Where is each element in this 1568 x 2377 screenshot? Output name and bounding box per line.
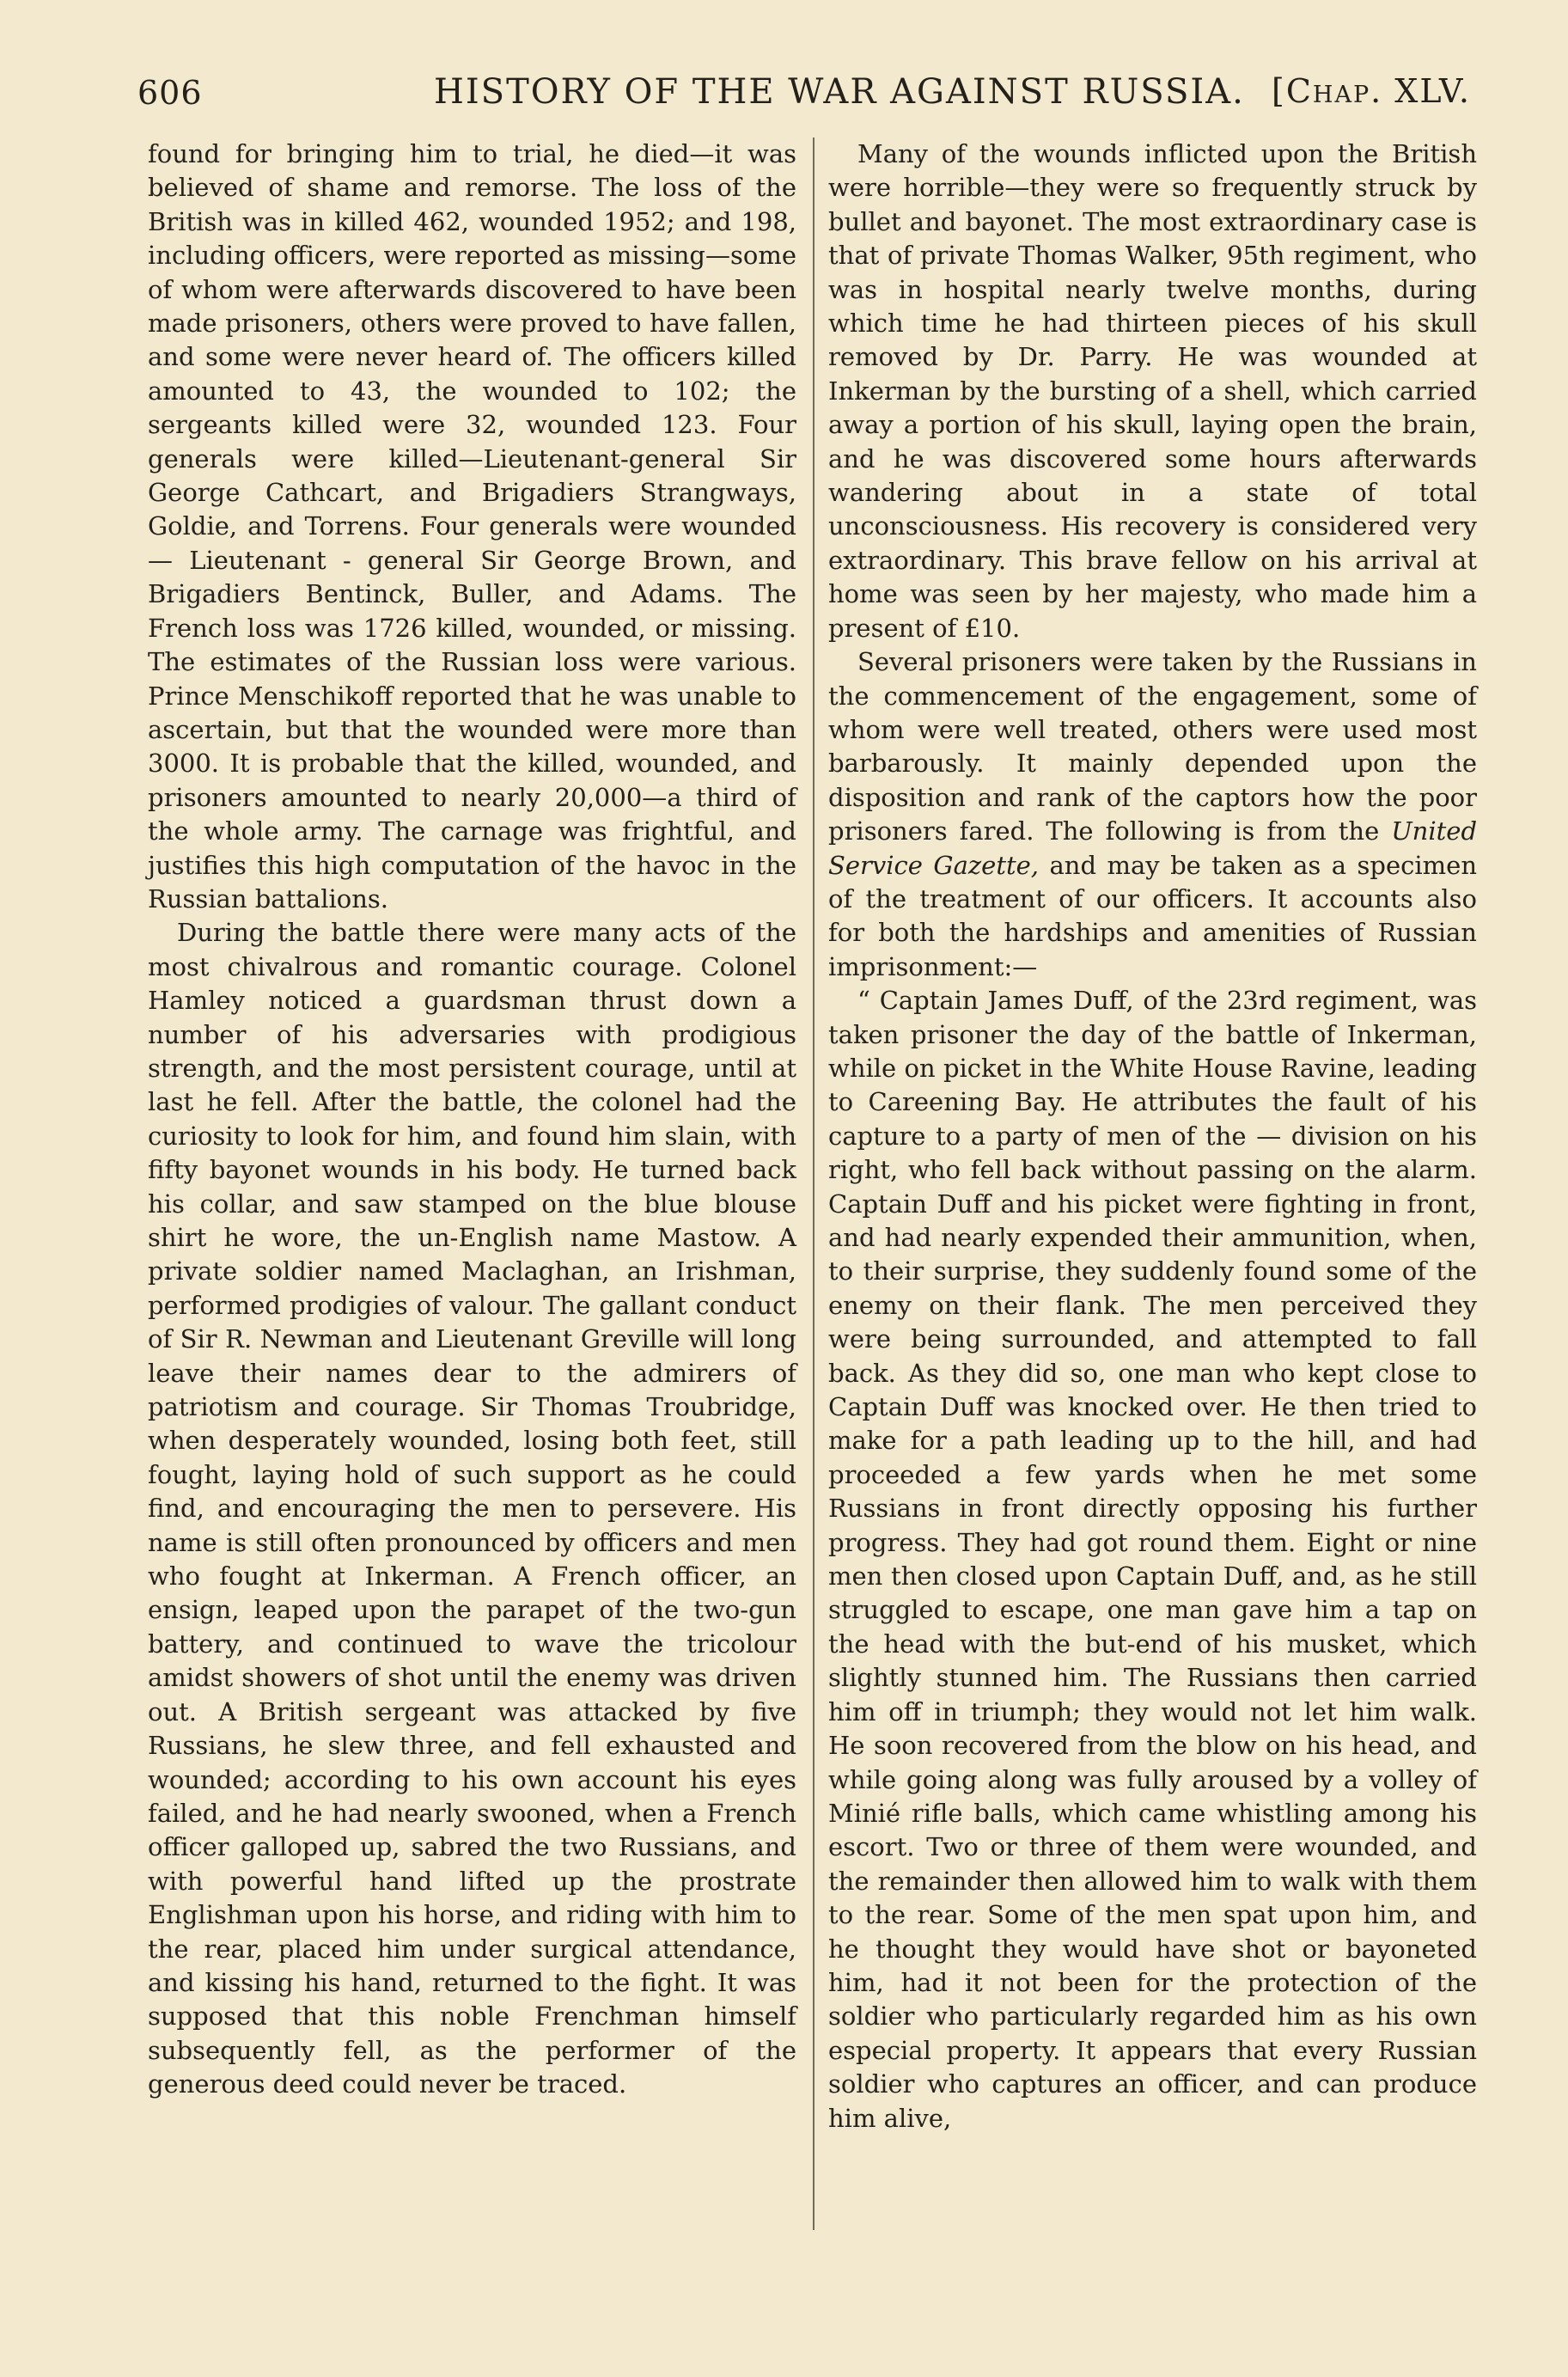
running-title: HISTORY OF THE WAR AGAINST RUSSIA. (434, 72, 1245, 112)
right-paragraph-1: Many of the wounds inflicted upon the British were horrible—they were so frequently struck by bullet and bayonet. The most extraordinary case is that of private Thomas Walker, 95th regiment, who was in hospital nearly twelve months, during which time he had thirteen pieces of his skull removed by Dr. Parry. He was wounded at Inkerman by the bursting of a shell, which carried away a portion of his skull, laying open the brain, and he was discovered some hours afterwards wandering about in a state of total unconsciousness. His recovery is considered very extraordinary. This brave fellow on his arrival at home was seen by her majesty, who made him a present of £10. (828, 139, 1477, 643)
page-header (129, 67, 1504, 127)
right-paragraph-3: “ Captain James Duff, of the 23rd regiment, was taken prisoner the day of the battle of Inkerman, while on picket in the White House Ravine, leading to Careening Bay. He attributes the fault of his capture to a party of men of the — division on his right, who fell back without passing on the alarm. Captain Duff and his picket were fighting in front, and had nearly expended their ammunition, when, to their surprise, they suddenly found some of the enemy on their flank. The men perceived they were being surrounded, and attempted to fall back. As they did so, one man who kept close to Captain Duff was knocked over. He then tried to make for a path leading up to the hill, and had proceeded a few yards when he met some Russians in front directly opposing his further progress. They had got round them. Eight or nine men then closed upon Captain Duff, and, as he still struggled to escape, one man gave him a tap on the head with the but-end of his musket, which slightly stunned him. The Russians then carried him off in triumph; they would not let him walk. He soon recovered from the blow on his head, and while going along was fully aroused by a volley of Minié rifle balls, which came whistling among his escort. Two or three of them were wounded, and the remainder then allowed him to walk with them to the rear. Some of the men spat upon him, and he thought they would have shot or bayoneted him, had it not been for the protection of the soldier who particularly regarded him as his own especial property. It appears that every Russian soldier who captures an officer, and can produce him alive, (828, 986, 1477, 2133)
column-divider (813, 137, 815, 2230)
right-column (828, 137, 1477, 2136)
page-number: 606 (137, 74, 203, 112)
left-column (148, 137, 796, 2102)
publication-title: United Service Gazette, (828, 816, 1478, 880)
right-paragraph-2-before: Several prisoners were taken by the Russians in the commencement of the engagement, some of whom were well treated, others were used most barbarously. It mainly depended upon the disposition and rank of the captors how the poor prisoners fared. The following is from the (828, 647, 1477, 846)
chapter-label: [Chap. XLV. (1272, 72, 1471, 110)
right-paragraph-2 (828, 645, 1477, 984)
right-paragraph-2-after: and may be taken as a specimen of the treatment of our officers. It accounts also for both the hardships and amenities of Russian imprisonment:— (828, 850, 1477, 981)
left-paragraph-1: found for bringing him to trial, he died—it was believed of shame and remorse. The loss of the British was in killed 462, wounded 1952; and 198, including officers, were reported as missing—some of whom were afterwards discovered to have been made prisoners, others were proved to have fallen, and some were never heard of. The officers killed amounted to 43, the wounded to 102; the sergeants killed were 32, wounded 123. Four generals were killed—Lieutenant-general Sir George Cathcart, and Brigadiers Strangways, Goldie, and Torrens. Four generals were wounded — Lieutenant - general Sir George Brown, and Brigadiers Bentinck, Buller, and Adams. The French loss was 1726 killed, wounded, or missing. The estimates of the Russian loss were various. Prince Menschikoff reported that he was unable to ascertain, but that the wounded were more than 3000. It is probable that the killed, wounded, and prisoners amounted to nearly 20,000—a third of the whole army. The carnage was frightful, and justifies this high computation of the havoc in the Russian battalions. (148, 139, 796, 914)
left-paragraph-2: During the battle there were many acts of the most chivalrous and romantic courage. Colonel Hamley noticed a guardsman thrust down a number of his adversaries with prodigious strength, and the most persistent courage, until at last he fell. After the battle, the colonel had the curiosity to look for him, and found him slain, with fifty bayonet wounds in his body. He turned back his collar, and saw stamped on the blue blouse shirt he wore, the un-English name Mastow. A private soldier named Maclaghan, an Irishman, performed prodigies of valour. The gallant conduct of Sir R. Newman and Lieutenant Greville will long leave their names dear to the admirers of patriotism and courage. Sir Thomas Troubridge, when desperately wounded, losing both feet, still fought, laying hold of such support as he could find, and encouraging the men to persevere. His name is still often pronounced by officers and men who fought at Inkerman. A French officer, an ensign, leaped upon the parapet of the two-gun battery, and continued to wave the tricolour amidst showers of shot until the enemy was driven out. A British sergeant was attacked by five Russians, he slew three, and fell exhausted and wounded; according to his own account his eyes failed, and he had nearly swooned, when a French officer galloped up, sabred the two Russians, and with powerful hand lifted up the prostrate Englishman upon his horse, and riding with him to the rear, placed him under surgical attendance, and kissing his hand, returned to the fight. It was supposed that this noble Frenchman himself subsequently fell, as the performer of the generous deed could never be traced. (148, 918, 796, 2099)
